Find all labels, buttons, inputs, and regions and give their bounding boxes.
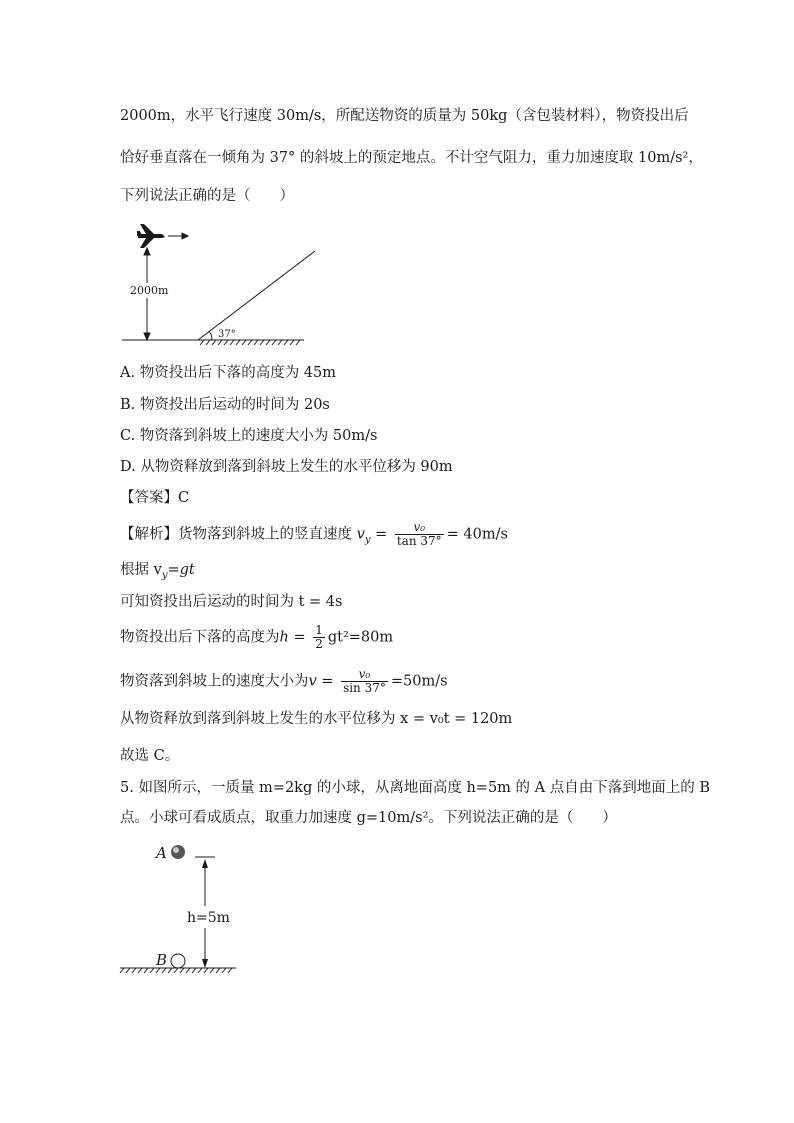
ground-hatch (120, 968, 232, 973)
q4-stem-line-1: 2000m，水平飞行速度 30m/s，所配送物资的质量为 50kg（含包装材料），物资投出后 (120, 108, 689, 124)
analysis-line-3: 可知资投出后运动的时间为 t = 4s (120, 594, 343, 610)
analysis-line-6: 从物资释放到落到斜坡上发生的水平位移为 x = v₀t = 120m (120, 711, 513, 727)
analysis-1-fraction (395, 521, 444, 548)
q5-stem-line-1: 5. 如图所示，一质量 m=2kg 的小球，从离地面高度 h=5m 的 A 点自由下落到地面上的 B (120, 780, 710, 796)
option-b: B. 物资投出后运动的时间为 20s (120, 397, 330, 413)
analysis-2-rest: =gt (167, 562, 195, 578)
analysis-4-rest: gt²=80m (327, 629, 394, 646)
analysis-line-5 (120, 668, 448, 695)
fig-label-a: A (156, 844, 167, 862)
analysis-5-num: v₀ (341, 668, 388, 682)
angle-arc (209, 331, 212, 340)
analysis-1-result: = 40m/s (446, 526, 508, 543)
analysis-5-prefix: 物资落到斜坡上的速度大小为 (120, 673, 309, 690)
analysis-1-lhs: v (356, 526, 365, 543)
analysis-2-sub: y (161, 569, 168, 581)
analysis-2-text: 根据 v (120, 562, 162, 578)
airplane-icon (137, 224, 165, 248)
analysis-1-lhs-sub: y (364, 534, 371, 546)
ground-hatch (200, 340, 300, 345)
analysis-line-4 (120, 624, 393, 651)
analysis-4-prefix: 物资投出后下落的高度为 (120, 629, 280, 646)
q4-stem-line-3: 下列说法正确的是（ ） (120, 188, 294, 204)
analysis-5-result: =50m/s (390, 673, 448, 690)
analysis-4-num: 1 (315, 623, 323, 637)
answer-value: C (178, 490, 190, 506)
analysis-4-lhs: h = (279, 629, 306, 646)
fig-height-label: 2000m (130, 284, 169, 297)
analysis-1-den: tan 37° (396, 534, 442, 548)
ball-a-highlight (173, 847, 179, 853)
fig-label-b: B (156, 951, 168, 969)
analysis-1-prefix: 货物落到斜坡上的竖直速度 (178, 526, 352, 543)
analysis-1-num: v₀ (395, 521, 444, 535)
analysis-tag: 【解析】 (120, 526, 178, 543)
ball-b (171, 954, 185, 968)
option-c: C. 物资落到斜坡上的速度大小为 50m/s (120, 428, 378, 444)
answer-tag: 【答案】 (120, 490, 178, 506)
analysis-line-1: 【解析】货物落到斜坡上的竖直速度 $v_y$ = $\frac{\text{v₀}}{\tan 37^\circ}$ = 40m/s (120, 520, 508, 548)
arrow-head-up (202, 859, 208, 868)
analysis-5-den: sin 37° (343, 681, 386, 695)
fig-angle-label: 37° (218, 329, 236, 340)
analysis-5-lhs: v = (308, 673, 334, 690)
option-d: D. 从物资释放到落到斜坡上发生的水平位移为 90m (120, 459, 453, 475)
q4-stem-line-2: 恰好垂直落在一倾角为 37° 的斜坡上的预定地点。不计空气阻力，重力加速度取 10m/s²， (120, 150, 703, 166)
velocity-arrow (168, 233, 188, 239)
q4-figure (118, 218, 328, 350)
conclusion-line: 故选 C。 (120, 748, 180, 764)
arrow-head-down (202, 959, 208, 968)
answer-line (120, 488, 189, 508)
slope-line (198, 251, 315, 340)
option-a: A. 物资投出后下落的高度为 45m (120, 365, 336, 381)
analysis-5-fraction (341, 668, 388, 695)
q5-stem-line-2: 点。小球可看成质点，取重力加速度 g=10m/s²。下列说法正确的是（ ） (120, 810, 617, 826)
fig-height-label: h=5m (187, 910, 230, 926)
analysis-4-den: 2 (315, 637, 323, 651)
analysis-line-2 (120, 560, 195, 586)
analysis-4-fraction (313, 624, 325, 651)
q5-figure (118, 838, 240, 974)
